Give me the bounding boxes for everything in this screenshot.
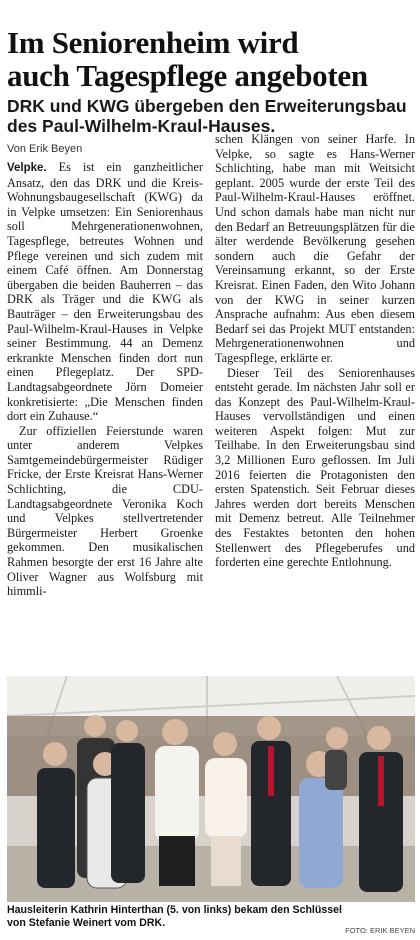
photo-caption: Hausleiterin Kathrin Hinterthan (5. von links) bekam den Schlüssel von Stefanie Weinert vom DRK. — [7, 904, 342, 929]
subheadline-line-2: des Paul-Wilhelm-Kraul-Hauses. — [7, 116, 276, 136]
group-photo — [7, 676, 415, 902]
paragraph: Zur offiziellen Feierstunde waren unter anderem Velpkes Samtgemeindebürgermeister Rüdiger Fricke, der Erste Kreisrat Hans-Werner Schlichting, die CDU-Landtagsabgeordnete Veronika Koch und Velpkes stellvertretender Bürgermeister Herbert Groenke gekommen. Den musikalischen Rahmen besorgte der erst 16 Jahre alte Oliver Wagner aus Wolfsburg mit himmli- — [7, 423, 203, 599]
article-column-2 — [215, 132, 415, 672]
group-photo-illustration — [7, 676, 415, 902]
person-4 — [111, 720, 145, 883]
headline-line-2: auch Tagespflege angeboten — [7, 58, 368, 93]
paragraph — [7, 160, 203, 424]
paragraph: schen Klängen von seiner Harfe. In Velpke, so sagte es Hans-Werner Schlichting, habe man mit Weitsicht geplant. 2005 wurde der erste Teil des Paul-Wilhelm-Kraul-Hauses eröffnet. Und schon damals habe man nicht nur den Bedarf an Betreuungsplätzen für die älter werdende Bevölkerung gesehen sondern auch die Gefahr der Vereinsamung erkannt, so der Erste Kreisrat. Einen Faden, den Wito Johann von der KWG in seiner kurzen Ansprache aufnahm: Aus eben diesem Bedarf sei das Projekt MUT entstanden: Mehrgenerationenwohnen und Tagespflege, erklärte er. — [215, 132, 415, 365]
paragraph-text: Es ist ein ganzheitlicher Ansatz, den das DRK und die Kreis-Wohnungsbaugesellschaft (KWG) da in Velpke umsetzen: Ein Seniorenhaus soll Mehrgenerationenwohnen, Tagespflege, betreutes Wohnen und Pflege vereinen und sich zudem mit einem Café öffnen. Am Donnerstag übergaben die beiden Bauherren – das DRK als Träger und die KWG als Bauträger – den Erweiterungsbau des Paul-Wilhelm-Kraul-Hauses in Velpke seiner Bestimmung. 44 an Demenz erkrankte Menschen finden dort nun einen Pflegeplatz. Der SPD-Landtagsabgeordnete Jörn Domeier konkretisierte: „Die Menschen finden dort ein Zuhause.“ — [7, 160, 203, 424]
paragraph: Dieser Teil des Seniorenhauses entsteht gerade. Im nächsten Jahr soll er das Konzept des Paul-Wilhelm-Kraul-Hauses vervollständigen und einen weiteren Aspekt folgen: Mut zur Teilhabe. In den Erweiterungsbau sind 3,2 Millionen Euro geflossen. Im Juli 2016 feierten die Protagonisten den ersten Spatenstich. Seit Februar dieses Jahres werden dort bereits Menschen mit Demenz betreut. Alle Teilnehmer des Festaktes betonten den hohen Stellenwert des Pflegeberufes und forderten eine gerechte Entlohnung. — [215, 365, 415, 570]
article-subheadline — [7, 96, 415, 136]
article-headline — [7, 26, 415, 92]
dateline: Velpke. — [7, 162, 47, 174]
photo-credit: FOTO: ERIK BEYEN — [345, 926, 415, 935]
article-column-1 — [7, 160, 203, 665]
person-7 — [251, 716, 291, 886]
subheadline-line-1: DRK und KWG übergeben den Erweiterungsbau — [7, 96, 407, 116]
byline: Von Erik Beyen — [7, 143, 83, 155]
person-9 — [325, 727, 348, 790]
headline-line-1: Im Seniorenheim wird — [7, 25, 299, 60]
